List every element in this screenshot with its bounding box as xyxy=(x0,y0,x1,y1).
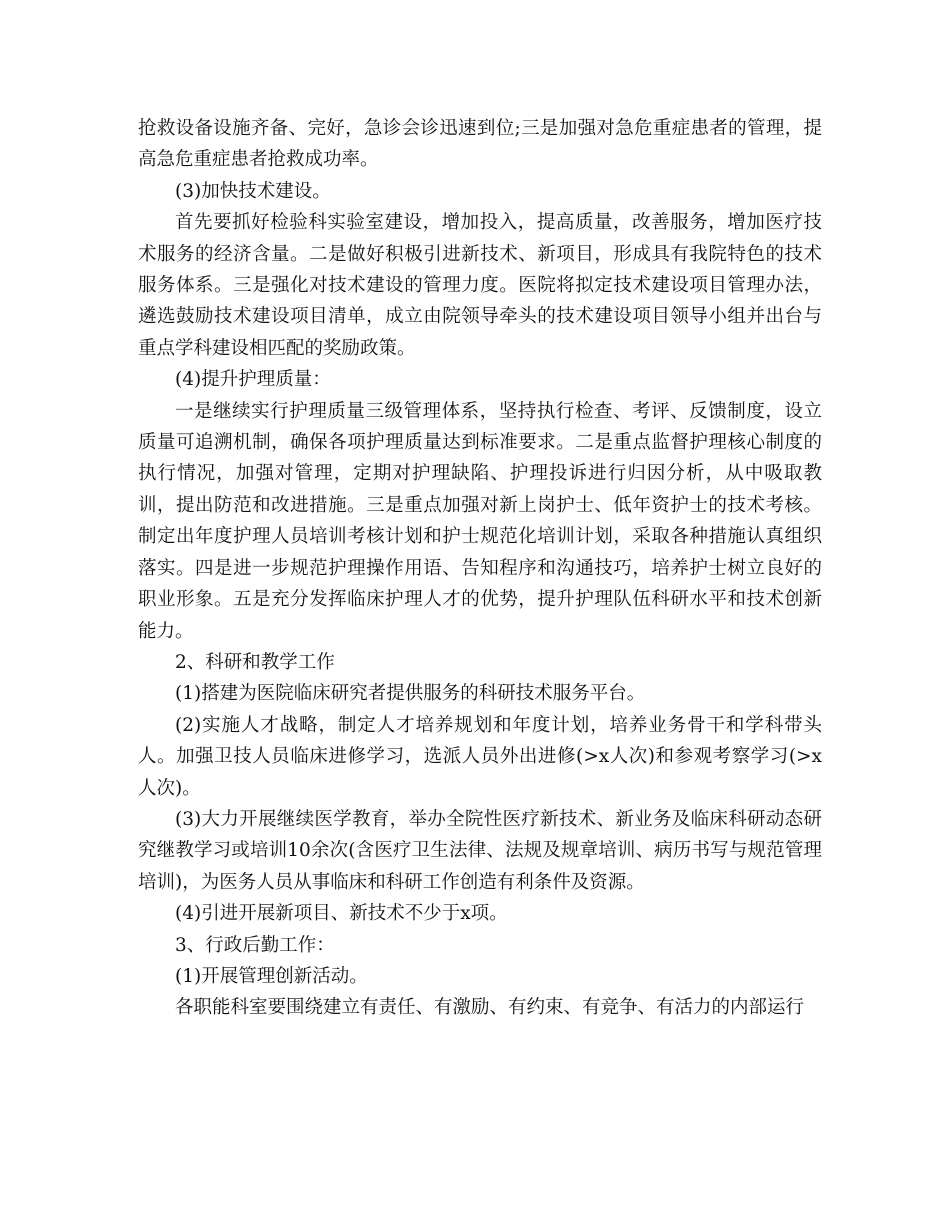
paragraph-1: 抢救设备设施齐备、完好，急诊会诊迅速到位;三是加强对急危重症患者的管理，提高急危重症患者抢救成功率。 xyxy=(138,118,822,171)
paragraph-8: (2)实施人才战略，制定人才培养规划和年度计划，培养业务骨干和学科带头人。加强卫技人员临床进修学习，选派人员外出进修(>x人次)和参观考察学习(>x人次)。 xyxy=(138,714,822,799)
paragraph-12: (1)开展管理创新活动。 xyxy=(175,965,368,987)
paragraph-11: 3、行政后勤工作： xyxy=(175,934,335,956)
document-body xyxy=(138,113,822,1024)
paragraph-4: (4)提升护理质量： xyxy=(175,369,331,391)
paragraph-9: (3)大力开展继续医学教育，举办全院性医疗新技术、新业务及临床科研动态研究继教学习或培训10余次(含医疗卫生法律、法规及规章培训、病历书写与规范管理培训)，为医务人员从事临床和科研工作创造有利条件及资源。 xyxy=(138,808,822,893)
paragraph-3: 首先要抓好检验科实验室建设，增加投入，提高质量，改善服务，增加医疗技术服务的经济含量。二是做好积极引进新技术、新项目，形成具有我院特色的技术服务体系。三是强化对技术建设的管理力度。医院将拟定技术建设项目管理办法，遴选鼓励技术建设项目清单，成立由院领导牵头的技术建设项目领导小组并出台与重点学科建设相匹配的奖励政策。 xyxy=(138,212,822,359)
paragraph-7: (1)搭建为医院临床研究者提供服务的科研技术服务平台。 xyxy=(175,683,646,705)
paragraph-2: (3)加快技术建设。 xyxy=(175,180,331,202)
paragraph-6: 2、科研和教学工作 xyxy=(175,651,335,673)
paragraph-10: (4)引进开展新项目、新技术不少于x项。 xyxy=(175,903,508,925)
paragraph-5: 一是继续实行护理质量三级管理体系，坚持执行检查、考评、反馈制度，设立质量可追溯机制，确保各项护理质量达到标准要求。二是重点监督护理核心制度的执行情况，加强对管理，定期对护理缺陷、护理投诉进行归因分析，从中吸取教训，提出防范和改进措施。三是重点加强对新上岗护士、低年资护士的技术考核。制定出年度护理人员培训考核计划和护士规范化培训计划，采取各种措施认真组织落实。四是进一步规范护理操作用语、告知程序和沟通技巧，培养护士树立良好的职业形象。五是充分发挥临床护理人才的优势，提升护理队伍科研水平和技术创新能力。 xyxy=(138,400,822,642)
paragraph-13: 各职能科室要围绕建立有责任、有激励、有约束、有竞争、有活力的内部运行 xyxy=(175,997,805,1019)
